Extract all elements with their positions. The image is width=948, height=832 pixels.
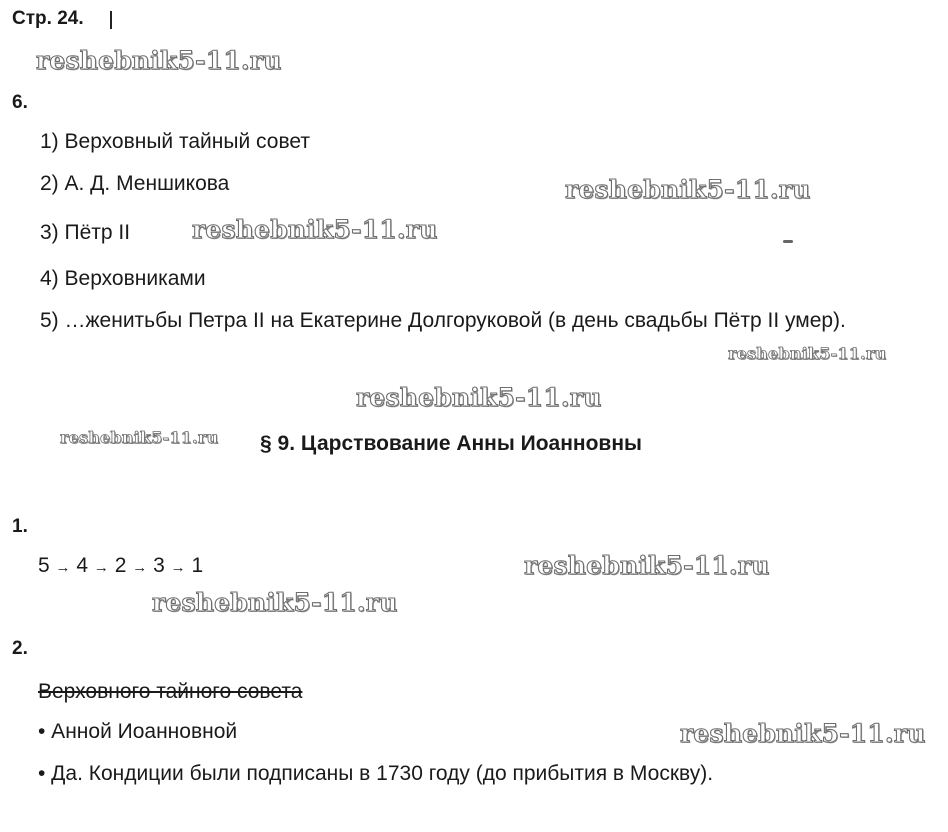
task-1-number: 1. [12,516,28,537]
task-6-item-4: 4) Верховниками [40,267,206,290]
task-2-item-1: • Анной Иоанновной [38,720,238,743]
task-6-item-1: 1) Верховный тайный совет [40,130,310,153]
page-header: Стр. 24. [12,8,84,29]
task-6-item-3: 3) Пётр II [40,221,131,244]
arrow-icon: → [93,559,109,576]
watermark: reshebnik5-11.ru [36,46,282,75]
watermark: reshebnik5-11.ru [60,428,219,447]
task-6-item-2: 2) А. Д. Меншикова [40,172,230,195]
watermark: reshebnik5-11.ru [192,215,438,244]
sequence-step: 2 [114,554,127,577]
sequence-step: 1 [191,554,204,577]
stray-mark [783,240,793,243]
watermark: reshebnik5-11.ru [356,383,602,412]
watermark: reshebnik5-11.ru [152,588,398,617]
task-6-item-5: 5) …женитьбы Петра II на Екатерине Долгоруковой (в день свадьбы Пётр II умер). [40,309,846,332]
sequence-step: 4 [76,554,89,577]
task-1-sequence [38,554,203,578]
arrow-icon: → [170,559,186,576]
task-6-number: 6. [12,92,28,113]
sequence-step: 5 [38,554,50,577]
arrow-icon: → [132,559,148,576]
watermark: reshebnik5-11.ru [565,175,811,204]
task-2-struck-line: Верховного тайного совета [38,680,303,703]
task-2-item-2: • Да. Кондиции были подписаны в 1730 году (до прибытия в Москву). [38,762,714,785]
section-title: § 9. Царствование Анны Иоанновны [260,432,642,455]
task-2-number: 2. [12,638,28,659]
watermark: reshebnik5-11.ru [524,551,770,580]
sequence-step: 3 [153,554,165,577]
text-cursor-mark [110,11,112,29]
arrow-icon: → [55,559,71,576]
watermark: reshebnik5-11.ru [728,344,887,363]
watermark: reshebnik5-11.ru [680,719,926,748]
